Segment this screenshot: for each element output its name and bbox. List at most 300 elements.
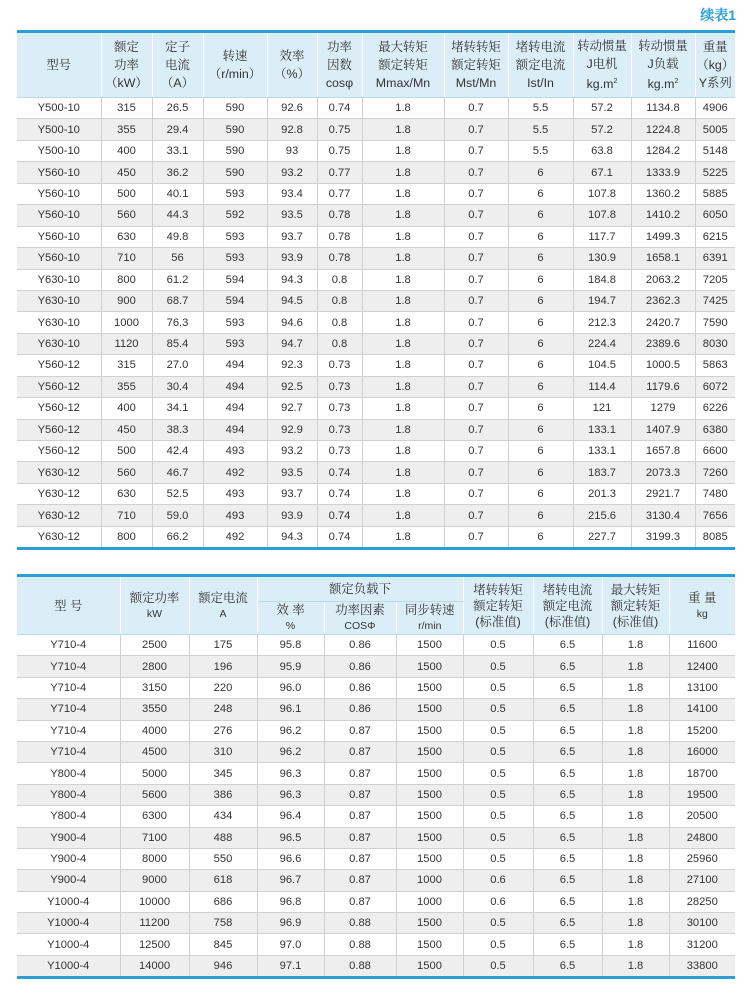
table-cell: 59.0 — [152, 505, 203, 526]
table-cell: 0.78 — [317, 205, 362, 226]
table-cell: 1179.6 — [631, 376, 695, 397]
table2-col-efficiency-unit: % — [285, 620, 296, 632]
table-row — [17, 955, 735, 977]
table-cell: 6 — [508, 441, 573, 462]
table-cell: 0.7 — [444, 462, 508, 483]
table-cell: 96.2 — [257, 741, 324, 762]
table-cell: 560 — [101, 462, 152, 483]
model-cell: Y560-10 — [17, 205, 101, 226]
table-cell: 590 — [203, 162, 267, 183]
table2-col-sync-speed-label: 同步转速 — [404, 603, 455, 617]
table-cell: 0.7 — [444, 205, 508, 226]
table-row — [17, 290, 735, 311]
table-cell: 6215 — [695, 226, 735, 247]
table-cell: 0.87 — [324, 827, 396, 848]
table-cell: 31200 — [669, 934, 735, 955]
table-row — [17, 355, 735, 376]
table-cell: 1500 — [396, 699, 463, 720]
table-cell: 7260 — [695, 462, 735, 483]
table-row — [17, 312, 735, 333]
table-row — [17, 635, 735, 656]
table-cell: 96.0 — [257, 677, 324, 698]
table-cell: 14000 — [120, 955, 189, 977]
table1-col-header-line: 转动惯量 — [638, 38, 688, 53]
table1-col-header-line: 定子 — [165, 40, 190, 54]
table1-col-header — [508, 32, 573, 98]
table-cell: 1.8 — [602, 635, 669, 656]
table-cell: 5148 — [695, 140, 735, 161]
table1-col-header-line: Ist/In — [527, 76, 554, 90]
table-cell: 0.7 — [444, 526, 508, 548]
table-cell: 96.3 — [257, 784, 324, 805]
table-cell: 15200 — [669, 720, 735, 741]
table-cell: 1.8 — [602, 699, 669, 720]
table-cell: 0.7 — [444, 98, 508, 119]
table-cell: 6 — [508, 312, 573, 333]
table-cell: 758 — [189, 913, 257, 934]
model-cell: Y710-4 — [17, 741, 120, 762]
table-cell: 494 — [203, 419, 267, 440]
table-cell: 500 — [101, 441, 152, 462]
table-cell: 0.87 — [324, 891, 396, 912]
table-cell: 0.7 — [444, 162, 508, 183]
table-cell: 212.3 — [573, 312, 631, 333]
table-cell: 4000 — [120, 720, 189, 741]
table-row — [17, 827, 735, 848]
table1-col-header-line: 效率 — [279, 49, 305, 63]
table-cell: 6 — [508, 183, 573, 204]
table-cell: 1.8 — [602, 934, 669, 955]
table-cell: 96.3 — [257, 763, 324, 784]
table-cell: 94.3 — [267, 526, 317, 548]
table1-col-header-line: 额定转矩 — [378, 58, 428, 72]
table-cell: 0.87 — [324, 848, 396, 869]
table-cell: 493 — [203, 505, 267, 526]
table-cell: 6.5 — [533, 806, 602, 827]
table2-col-locked-current-3: (标准值) — [544, 614, 591, 629]
table-cell: 6 — [508, 419, 573, 440]
table-cell: 2500 — [120, 635, 189, 656]
table-cell: 3199.3 — [631, 526, 695, 548]
table-cell: 96.9 — [257, 913, 324, 934]
model-cell: Y630-12 — [17, 483, 101, 504]
table1-col-header-line: 最大转矩 — [378, 40, 428, 54]
table-cell: 0.7 — [444, 140, 508, 161]
table-cell: 493 — [203, 441, 267, 462]
table-cell: 590 — [203, 98, 267, 119]
table-cell: 0.7 — [444, 505, 508, 526]
table-cell: 0.78 — [317, 248, 362, 269]
table-cell: 1.8 — [362, 462, 444, 483]
table-cell: 1.8 — [362, 248, 444, 269]
table-cell: 7656 — [695, 505, 735, 526]
table-cell: 6.5 — [533, 934, 602, 955]
table-row — [17, 398, 735, 419]
table1-col-header-line: J电机 — [586, 56, 618, 71]
table-cell: 8085 — [695, 526, 735, 548]
model-cell: Y630-10 — [17, 312, 101, 333]
table-cell: 33800 — [669, 955, 735, 977]
table-cell: 93.5 — [267, 205, 317, 226]
table-cell: 49.8 — [152, 226, 203, 247]
table-cell: 594 — [203, 290, 267, 311]
table-cell: 0.7 — [444, 312, 508, 333]
continued-table-caption: 续表1 — [700, 7, 736, 23]
model-cell: Y630-10 — [17, 333, 101, 354]
table-cell: 94.7 — [267, 333, 317, 354]
table-cell: 0.7 — [444, 119, 508, 140]
table-cell: 29.4 — [152, 119, 203, 140]
table2-col-weight-unit: kg — [696, 607, 708, 620]
table1-col-header-line: （kg） — [696, 58, 735, 72]
table-cell: 52.5 — [152, 483, 203, 504]
table-cell: 6.5 — [533, 741, 602, 762]
table-cell: 25960 — [669, 848, 735, 869]
table-cell: 494 — [203, 376, 267, 397]
table-row — [17, 140, 735, 161]
table-cell: 1500 — [396, 934, 463, 955]
table-cell: 130.9 — [573, 248, 631, 269]
table-cell: 0.7 — [444, 183, 508, 204]
table-row — [17, 741, 735, 762]
table-cell: 33.1 — [152, 140, 203, 161]
table-cell: 1000 — [396, 870, 463, 891]
model-cell: Y900-4 — [17, 848, 120, 869]
table2-col-weight — [669, 576, 735, 635]
table-cell: 93 — [267, 140, 317, 161]
table-cell: 0.8 — [317, 290, 362, 311]
model-cell: Y800-4 — [17, 784, 120, 805]
model-cell: Y560-10 — [17, 248, 101, 269]
table1-col-header — [695, 32, 735, 98]
table-cell: 1.8 — [602, 827, 669, 848]
table-cell: 593 — [203, 312, 267, 333]
table-cell: 67.1 — [573, 162, 631, 183]
table-row — [17, 419, 735, 440]
table-row — [17, 784, 735, 805]
table-cell: 593 — [203, 248, 267, 269]
table-cell: 0.7 — [444, 269, 508, 290]
table-cell: 93.7 — [267, 226, 317, 247]
table-cell: 1.8 — [362, 398, 444, 419]
table-cell: 0.5 — [463, 656, 533, 677]
table-cell: 18700 — [669, 763, 735, 784]
table-cell: 450 — [101, 162, 152, 183]
table-cell: 16000 — [669, 741, 735, 762]
table-cell: 92.6 — [267, 98, 317, 119]
model-cell: Y1000-4 — [17, 913, 120, 934]
table-cell: 0.5 — [463, 635, 533, 656]
table-row — [17, 205, 735, 226]
table-cell: 450 — [101, 419, 152, 440]
table-cell: 0.7 — [444, 483, 508, 504]
table1-col-header-line: 电流 — [165, 58, 190, 72]
table-cell: 710 — [101, 505, 152, 526]
table1-col-header — [101, 32, 152, 98]
table-cell: 276 — [189, 720, 257, 741]
table-cell: 1.8 — [362, 376, 444, 397]
model-cell: Y500-10 — [17, 140, 101, 161]
model-cell: Y560-12 — [17, 419, 101, 440]
table1-col-header — [152, 32, 203, 98]
table2-col-sync-speed-unit: r/min — [418, 620, 442, 632]
table-cell: 107.8 — [573, 205, 631, 226]
table1-col-header-line: 额定转矩 — [451, 58, 501, 72]
table-cell: 6.5 — [533, 870, 602, 891]
table-cell: 800 — [101, 269, 152, 290]
table-cell: 1.8 — [602, 677, 669, 698]
table-cell: 0.73 — [317, 398, 362, 419]
table-cell: 92.7 — [267, 398, 317, 419]
table2-col-efficiency-label: 效 率 — [276, 603, 305, 617]
table-row — [17, 376, 735, 397]
table-cell: 6226 — [695, 398, 735, 419]
table-cell: 6072 — [695, 376, 735, 397]
table1-col-header — [17, 32, 101, 98]
model-cell: Y560-12 — [17, 376, 101, 397]
table-cell: 1.8 — [362, 355, 444, 376]
table-cell: 215.6 — [573, 505, 631, 526]
table1-col-header-line: cosφ — [325, 76, 354, 90]
model-cell: Y560-12 — [17, 441, 101, 462]
table1-col-header-line: Y系列 — [698, 76, 732, 90]
model-cell: Y900-4 — [17, 827, 120, 848]
table-cell: 6.5 — [533, 699, 602, 720]
table1-col-header-line: J负载 — [647, 56, 679, 71]
table1-col-header-line: Mst/Mn — [455, 76, 497, 90]
table-cell: 10000 — [120, 891, 189, 912]
table-cell: 66.2 — [152, 526, 203, 548]
table-cell: 1.8 — [602, 806, 669, 827]
table-cell: 1.8 — [362, 419, 444, 440]
table-cell: 0.74 — [317, 98, 362, 119]
table-cell: 175 — [189, 635, 257, 656]
table-cell: 345 — [189, 763, 257, 784]
table-cell: 133.1 — [573, 419, 631, 440]
table-cell: 0.88 — [324, 955, 396, 977]
table-cell: 8000 — [120, 848, 189, 869]
table-cell: 1658.1 — [631, 248, 695, 269]
table-cell: 488 — [189, 827, 257, 848]
table-cell: 1134.8 — [631, 98, 695, 119]
table-cell: 0.74 — [317, 526, 362, 548]
table-cell: 6391 — [695, 248, 735, 269]
motor-spec-table-1 — [17, 30, 735, 550]
table-cell: 0.78 — [317, 226, 362, 247]
table2-header-row-1 — [17, 576, 735, 602]
table-cell: 0.8 — [317, 269, 362, 290]
model-cell: Y560-12 — [17, 355, 101, 376]
table-cell: 900 — [101, 290, 152, 311]
table-cell: 4906 — [695, 98, 735, 119]
table-cell: 224.4 — [573, 333, 631, 354]
table-cell: 1500 — [396, 806, 463, 827]
table-cell: 1.8 — [362, 269, 444, 290]
table-cell: 0.74 — [317, 462, 362, 483]
table-cell: 0.86 — [324, 699, 396, 720]
table-cell: 590 — [203, 119, 267, 140]
table-cell: 1.8 — [362, 119, 444, 140]
table-cell: 0.86 — [324, 635, 396, 656]
table2-col-max-torque-3: (标准值) — [612, 614, 659, 629]
table-cell: 1000 — [396, 891, 463, 912]
table1-col-header-line: 功率 — [114, 58, 139, 72]
table-row — [17, 183, 735, 204]
table-cell: 93.2 — [267, 441, 317, 462]
table-cell: 93.2 — [267, 162, 317, 183]
table-cell: 0.73 — [317, 376, 362, 397]
table-cell: 0.75 — [317, 119, 362, 140]
table-row — [17, 526, 735, 548]
table-cell: 630 — [101, 226, 152, 247]
table-cell: 1.8 — [362, 505, 444, 526]
table-cell: 315 — [101, 98, 152, 119]
table-cell: 68.7 — [152, 290, 203, 311]
table1-col-header-line: 型号 — [46, 58, 72, 72]
table-cell: 201.3 — [573, 483, 631, 504]
table-cell: 0.88 — [324, 913, 396, 934]
table-cell: 594 — [203, 269, 267, 290]
table-cell: 1224.8 — [631, 119, 695, 140]
table-cell: 0.7 — [444, 355, 508, 376]
table-cell: 5885 — [695, 183, 735, 204]
table-cell: 94.3 — [267, 269, 317, 290]
table-cell: 710 — [101, 248, 152, 269]
table-cell: 6 — [508, 205, 573, 226]
table-cell: 0.5 — [463, 784, 533, 805]
model-cell: Y710-4 — [17, 720, 120, 741]
table-cell: 1000 — [101, 312, 152, 333]
table-cell: 0.7 — [444, 398, 508, 419]
table-cell: 492 — [203, 526, 267, 548]
table-cell: 1500 — [396, 677, 463, 698]
table-cell: 27.0 — [152, 355, 203, 376]
table-cell: 1.8 — [362, 526, 444, 548]
table2-col-current-label: 额定电流 — [198, 590, 248, 605]
table-cell: 1.8 — [362, 162, 444, 183]
table-cell: 0.88 — [324, 934, 396, 955]
table-cell: 3550 — [120, 699, 189, 720]
table-cell: 590 — [203, 140, 267, 161]
table-cell: 76.3 — [152, 312, 203, 333]
table1-body — [17, 98, 735, 549]
table-cell: 92.8 — [267, 119, 317, 140]
table-cell: 7100 — [120, 827, 189, 848]
model-cell: Y710-4 — [17, 677, 120, 698]
table-cell: 93.4 — [267, 183, 317, 204]
table-cell: 93.9 — [267, 505, 317, 526]
table-cell: 0.87 — [324, 806, 396, 827]
table-cell: 1.8 — [602, 784, 669, 805]
table-cell: 6 — [508, 505, 573, 526]
table-cell: 6.5 — [533, 913, 602, 934]
table2-col-power-label: 额定功率 — [129, 590, 180, 605]
table-cell: 6.5 — [533, 891, 602, 912]
table-cell: 36.2 — [152, 162, 203, 183]
table2-col-max-torque — [602, 576, 669, 635]
table-cell: 104.5 — [573, 355, 631, 376]
table-cell: 3150 — [120, 677, 189, 698]
table-row — [17, 248, 735, 269]
table-cell: 494 — [203, 398, 267, 419]
table-cell: 96.1 — [257, 699, 324, 720]
table-cell: 63.8 — [573, 140, 631, 161]
table-cell: 14100 — [669, 699, 735, 720]
table1-header-row — [17, 32, 735, 98]
table2-col-current-unit: A — [219, 607, 227, 620]
table-cell: 220 — [189, 677, 257, 698]
table-row — [17, 870, 735, 891]
table-cell: 183.7 — [573, 462, 631, 483]
table1-col-header-line: 堵转转矩 — [451, 40, 501, 54]
table-cell: 114.4 — [573, 376, 631, 397]
model-cell: Y1000-4 — [17, 934, 120, 955]
table-cell: 0.5 — [463, 934, 533, 955]
table-cell: 1.8 — [362, 483, 444, 504]
table-cell: 1.8 — [362, 290, 444, 311]
table1-col-header — [317, 32, 362, 98]
table-cell: 1.8 — [602, 955, 669, 977]
table-cell: 133.1 — [573, 441, 631, 462]
table2-col-locked-current-2: 额定电流 — [542, 598, 593, 613]
table-cell: 434 — [189, 806, 257, 827]
table-cell: 5863 — [695, 355, 735, 376]
table-cell: 95.9 — [257, 656, 324, 677]
table1-col-header-line: （kW） — [105, 76, 148, 90]
table-cell: 1284.2 — [631, 140, 695, 161]
table-cell: 6 — [508, 333, 573, 354]
table-cell: 1.8 — [602, 720, 669, 741]
table-cell: 6 — [508, 355, 573, 376]
table-cell: 6 — [508, 483, 573, 504]
table-cell: 0.6 — [463, 891, 533, 912]
table-cell: 4500 — [120, 741, 189, 762]
table-cell: 500 — [101, 183, 152, 204]
table-cell: 6050 — [695, 205, 735, 226]
table-cell: 310 — [189, 741, 257, 762]
table-cell: 6 — [508, 269, 573, 290]
table-cell: 5.5 — [508, 98, 573, 119]
table-cell: 0.73 — [317, 419, 362, 440]
table-cell: 12500 — [120, 934, 189, 955]
table-cell: 95.8 — [257, 635, 324, 656]
table-cell: 6 — [508, 462, 573, 483]
table-cell: 34.1 — [152, 398, 203, 419]
table-cell: 592 — [203, 205, 267, 226]
table-row — [17, 162, 735, 183]
table-cell: 0.5 — [463, 720, 533, 741]
table1-col-header-line: Mmax/Mn — [375, 76, 431, 90]
table-cell: 0.5 — [463, 699, 533, 720]
table-cell: 0.6 — [463, 870, 533, 891]
table-cell: 0.77 — [317, 162, 362, 183]
table2-col-locked-current — [533, 576, 602, 635]
table-cell: 27100 — [669, 870, 735, 891]
model-cell: Y500-10 — [17, 119, 101, 140]
model-cell: Y560-10 — [17, 162, 101, 183]
table1-col-header-line: $kg.m^2$ — [647, 77, 679, 92]
table-cell: 40.1 — [152, 183, 203, 204]
table-cell: 0.87 — [324, 720, 396, 741]
table-cell: 6 — [508, 248, 573, 269]
table1-col-header-line: （%） — [274, 67, 310, 81]
table-cell: 0.73 — [317, 441, 362, 462]
table2-col-power-factor-label: 功率因素 — [335, 603, 385, 617]
table-cell: 92.9 — [267, 419, 317, 440]
table1-col-header — [267, 32, 317, 98]
table-cell: 7480 — [695, 483, 735, 504]
table-cell: 57.2 — [573, 98, 631, 119]
